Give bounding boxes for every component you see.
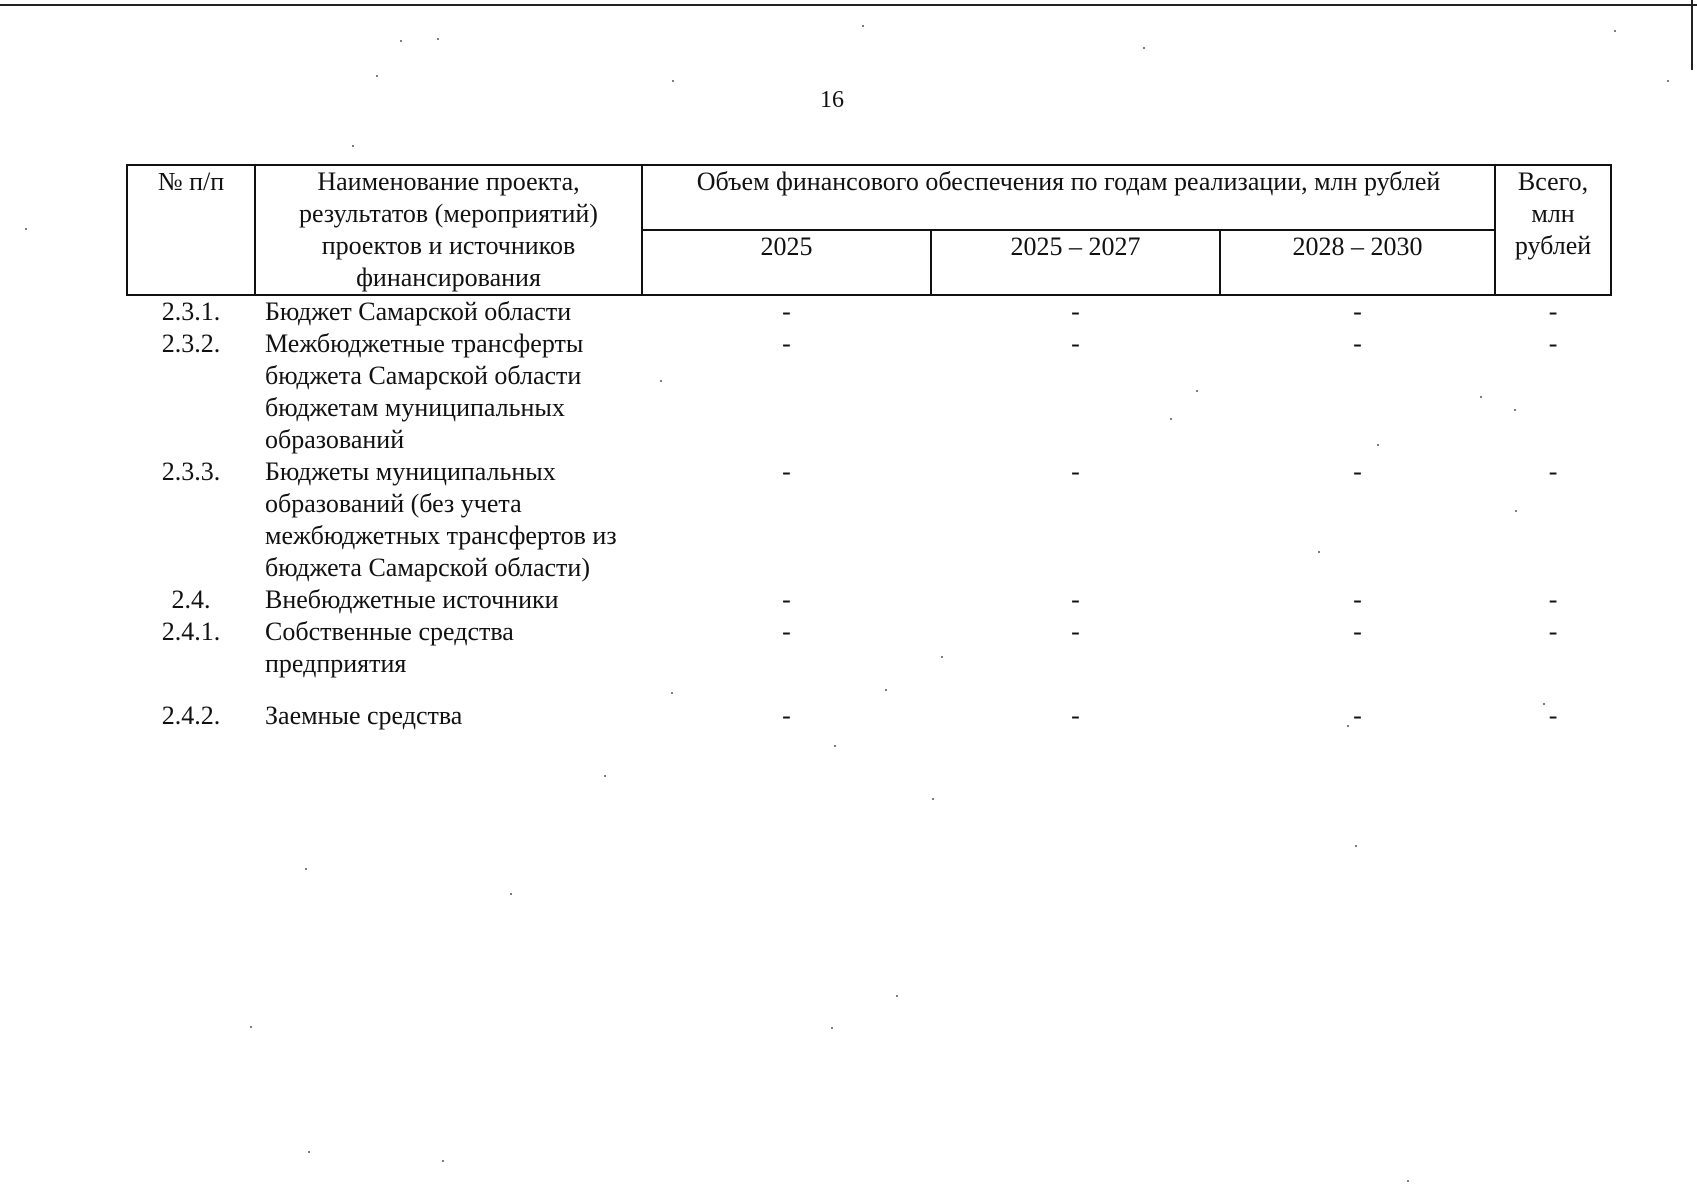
scan-speck	[1614, 30, 1616, 32]
scan-speck	[672, 80, 674, 82]
scan-speck	[1407, 1180, 1409, 1182]
value-2025-2027: -	[1071, 329, 1080, 358]
scan-speck	[442, 1160, 444, 1162]
row-number: 2.4.	[171, 585, 211, 614]
value-2025-2027: -	[1071, 457, 1080, 486]
row-number: 2.3.1.	[161, 297, 221, 326]
value-2025: -	[782, 297, 791, 326]
value-2025-2027: -	[1071, 617, 1080, 646]
scan-speck	[400, 40, 402, 42]
header-years-2028-2030: 2028 – 2030	[1220, 230, 1495, 295]
row-number: 2.4.1.	[161, 617, 221, 646]
value-2025: -	[782, 701, 791, 730]
value-2025: -	[782, 329, 791, 358]
table-row	[127, 680, 1611, 732]
scan-speck	[250, 1026, 252, 1028]
value-2025-2027: -	[1071, 585, 1080, 614]
scan-speck	[1355, 845, 1357, 847]
value-total: -	[1548, 585, 1558, 614]
scan-speck	[352, 145, 354, 147]
row-number: 2.3.3.	[161, 457, 221, 486]
header-name: Наименование проекта, результатов (мероприятий) проектов и источников финансирования	[255, 165, 642, 295]
table-row	[127, 328, 1611, 456]
table-row	[127, 456, 1611, 584]
header-funding-by-years: Объем финансового обеспечения по годам реализации, млн рублей	[642, 165, 1495, 230]
value-2028-2030: -	[1353, 585, 1362, 614]
header-row-1	[127, 165, 1611, 230]
scan-speck	[308, 1151, 310, 1153]
top-rule	[0, 4, 1697, 6]
value-2028-2030: -	[1353, 457, 1362, 486]
scan-speck	[510, 893, 512, 895]
financing-table	[126, 164, 1612, 732]
row-name: Межбюджетные трансферты бюджета Самарской области бюджетам муниципальных образований	[265, 329, 584, 454]
value-2028-2030: -	[1353, 617, 1362, 646]
value-total: -	[1548, 329, 1558, 358]
table-row	[127, 616, 1611, 680]
row-name: Заемные средства	[265, 701, 463, 730]
header-num: № п/п	[127, 165, 255, 295]
scan-speck	[932, 798, 934, 800]
row-name: Собственные средства предприятия	[265, 617, 514, 678]
scan-speck	[437, 38, 439, 40]
table-row	[127, 584, 1611, 616]
value-total: -	[1548, 457, 1558, 486]
scan-speck	[862, 25, 864, 27]
row-name: Бюджеты муниципальных образований (без учета межбюджетных трансфертов из бюджета Самарской области)	[265, 457, 617, 582]
scan-speck	[834, 745, 836, 747]
table-row	[127, 295, 1611, 328]
value-2025: -	[782, 585, 791, 614]
scan-speck	[376, 75, 378, 77]
value-total: -	[1548, 297, 1558, 326]
scan-speck	[1143, 47, 1145, 49]
header-years-2025-2027: 2025 – 2027	[931, 230, 1220, 295]
scan-speck	[305, 868, 307, 870]
row-name: Внебюджетные источники	[265, 585, 559, 614]
page-number: 16	[820, 87, 844, 113]
scan-speck	[896, 995, 898, 997]
value-2028-2030: -	[1353, 329, 1362, 358]
value-2025: -	[782, 617, 791, 646]
scan-speck	[831, 1027, 833, 1029]
row-number: 2.4.2.	[161, 701, 221, 730]
scan-speck	[1667, 80, 1669, 82]
value-2025-2027: -	[1071, 701, 1080, 730]
scan-speck	[25, 228, 27, 230]
right-edge-rule	[1691, 0, 1693, 70]
value-2025: -	[782, 457, 791, 486]
row-name: Бюджет Самарской области	[265, 297, 572, 326]
value-2028-2030: -	[1353, 297, 1362, 326]
value-total: -	[1548, 701, 1558, 730]
value-total: -	[1548, 617, 1558, 646]
value-2028-2030: -	[1353, 701, 1362, 730]
value-2025-2027: -	[1071, 297, 1080, 326]
header-total: Всего, млн рублей	[1495, 165, 1611, 295]
header-year-2025: 2025	[642, 230, 931, 295]
scan-speck	[604, 775, 606, 777]
row-number: 2.3.2.	[161, 329, 221, 358]
